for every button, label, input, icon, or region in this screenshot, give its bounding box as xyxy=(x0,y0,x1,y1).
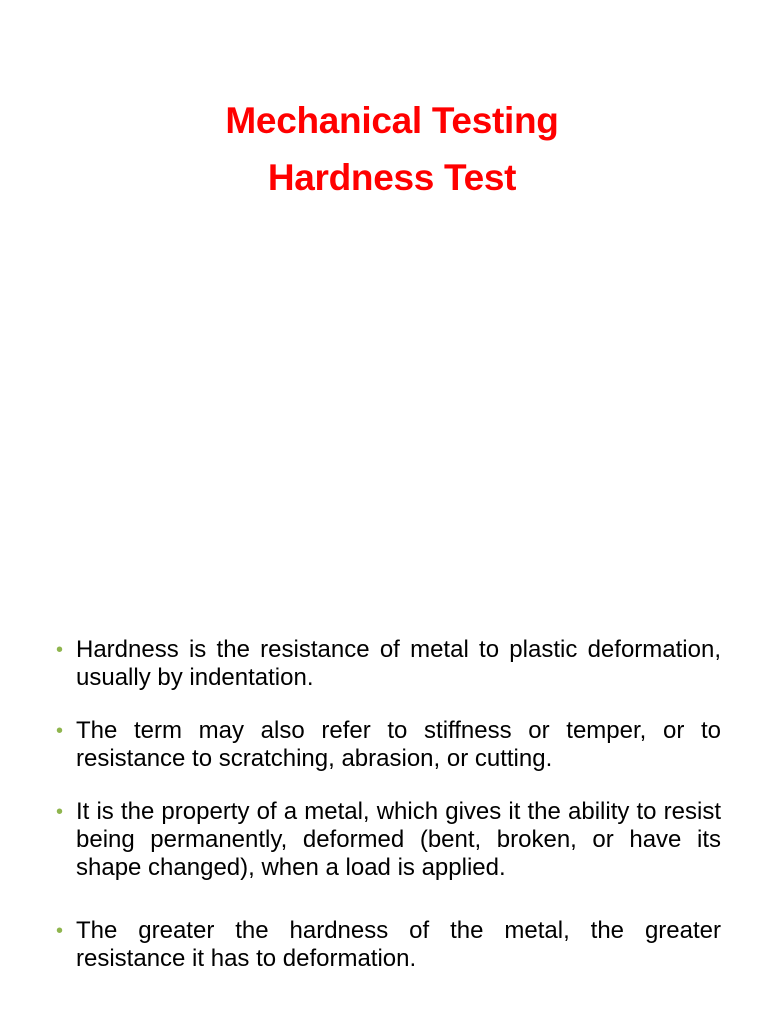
slide-title xyxy=(0,92,768,206)
title-line-2: Hardness Test xyxy=(267,157,517,198)
bullet-item xyxy=(56,717,721,773)
bullet-dot-icon: • xyxy=(56,639,64,661)
title-line-1: Mechanical Testing xyxy=(225,100,559,141)
bullet-text: The greater the hardness of the metal, the greater resistance it has to deformation. xyxy=(76,917,721,972)
bullet-item xyxy=(56,798,721,882)
bullet-list xyxy=(56,636,721,973)
bullet-dot-icon: • xyxy=(56,801,64,823)
bullet-text: It is the property of a metal, which gives it the ability to resist being permanently, deformed (bent, broken, or have its shape changed), when a load is applied. xyxy=(76,798,721,881)
bullet-dot-icon: • xyxy=(56,920,64,942)
bullet-item xyxy=(56,636,721,692)
bullet-text: Hardness is the resistance of metal to plastic deformation, usually by indentation. xyxy=(76,636,721,691)
bullet-text: The term may also refer to stiffness or temper, or to resistance to scratching, abrasion, or cutting. xyxy=(76,717,721,772)
bullet-dot-icon: • xyxy=(56,720,64,742)
bullet-item xyxy=(56,917,721,973)
